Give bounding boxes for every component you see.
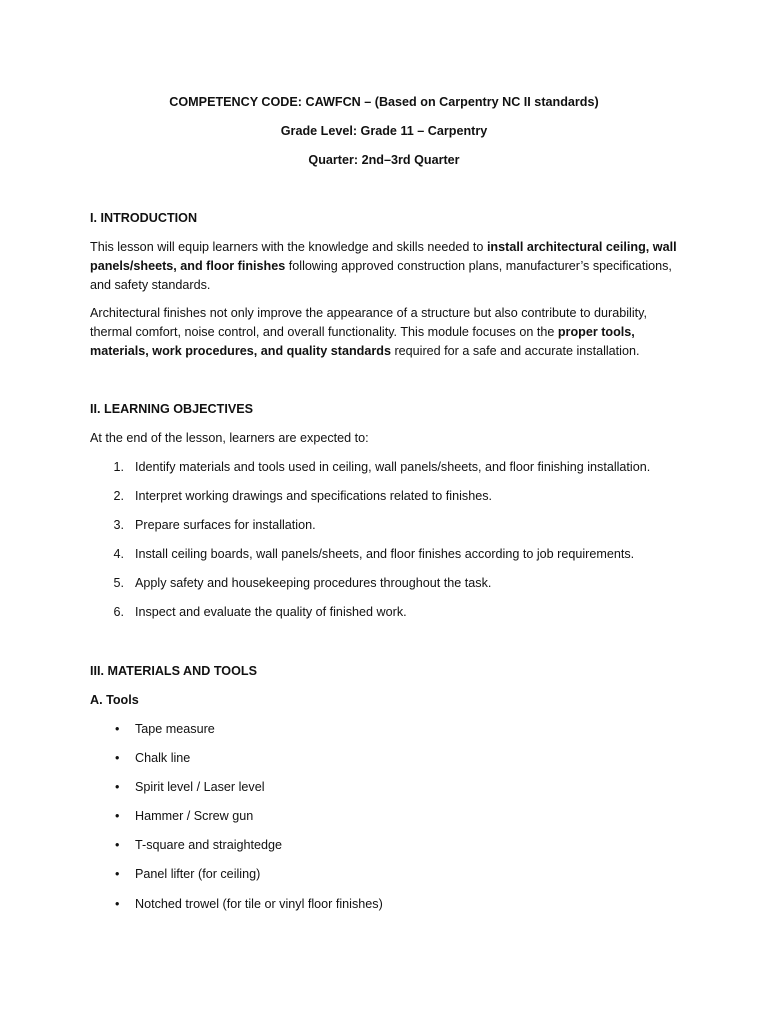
intro-paragraph-1 xyxy=(90,238,690,295)
quarter-line: Quarter: 2nd–3rd Quarter xyxy=(308,153,460,167)
objective-text: Identify materials and tools used in ceiling, wall panels/sheets, and floor finishing installation. xyxy=(135,460,651,474)
bullet-icon: • xyxy=(115,751,120,765)
intro-p1-text-b: following approved construction plans, manufacturer’s specifications, and safety standards. xyxy=(90,259,672,292)
materials-tools-heading: III. MATERIALS AND TOOLS xyxy=(90,664,257,678)
bullet-icon: • xyxy=(115,722,120,736)
objective-number: 3. xyxy=(113,518,124,532)
objectives-lead: At the end of the lesson, learners are expected to: xyxy=(90,431,369,445)
intro-p2-text-b: required for a safe and accurate installation. xyxy=(390,344,640,358)
tool-text: Hammer / Screw gun xyxy=(135,809,254,823)
competency-code-line: COMPETENCY CODE: CAWFCN – (Based on Carpentry NC II standards) xyxy=(169,95,599,109)
bullet-icon: • xyxy=(115,897,120,911)
objective-text: Apply safety and housekeeping procedures throughout the task. xyxy=(135,576,492,590)
tool-text: Chalk line xyxy=(135,751,191,765)
intro-p1-bold: install architectural ceiling, wall panels/sheets, and floor finishes xyxy=(90,240,677,273)
objective-text: Prepare surfaces for installation. xyxy=(135,518,316,532)
introduction-heading: I. INTRODUCTION xyxy=(90,211,198,225)
tool-text: T-square and straightedge xyxy=(135,838,283,852)
learning-objectives-heading: II. LEARNING OBJECTIVES xyxy=(90,402,254,416)
tools-subheading: A. Tools xyxy=(90,693,139,707)
intro-paragraph-2 xyxy=(90,304,690,361)
objective-number: 4. xyxy=(113,547,124,561)
tool-text: Notched trowel (for tile or vinyl floor finishes) xyxy=(135,897,383,911)
bullet-icon: • xyxy=(115,809,120,823)
objective-text: Inspect and evaluate the quality of finished work. xyxy=(135,605,407,619)
bullet-icon: • xyxy=(115,838,120,852)
objective-number: 5. xyxy=(113,576,124,590)
bullet-icon: • xyxy=(115,780,120,794)
intro-p2-text-a: Architectural finishes not only improve the appearance of a structure but also contribute to durability, thermal comfort, noise control, and overall functionality. This module focuses on the xyxy=(90,306,647,339)
tool-text: Tape measure xyxy=(135,722,215,736)
intro-p2-bold: proper tools, materials, work procedures, and quality standards xyxy=(90,325,635,358)
objective-text: Install ceiling boards, wall panels/sheets, and floor finishes according to job requirements. xyxy=(135,547,635,561)
intro-p1-text-a: This lesson will equip learners with the knowledge and skills needed to xyxy=(90,240,487,254)
objective-text: Interpret working drawings and specifications related to finishes. xyxy=(135,489,493,503)
objective-number: 6. xyxy=(113,605,124,619)
grade-level-line: Grade Level: Grade 11 – Carpentry xyxy=(280,124,488,138)
objective-number: 2. xyxy=(113,489,124,503)
tool-text: Panel lifter (for ceiling) xyxy=(135,867,261,881)
objective-number: 1. xyxy=(113,460,124,474)
bullet-icon: • xyxy=(115,867,120,881)
tool-text: Spirit level / Laser level xyxy=(135,780,265,794)
